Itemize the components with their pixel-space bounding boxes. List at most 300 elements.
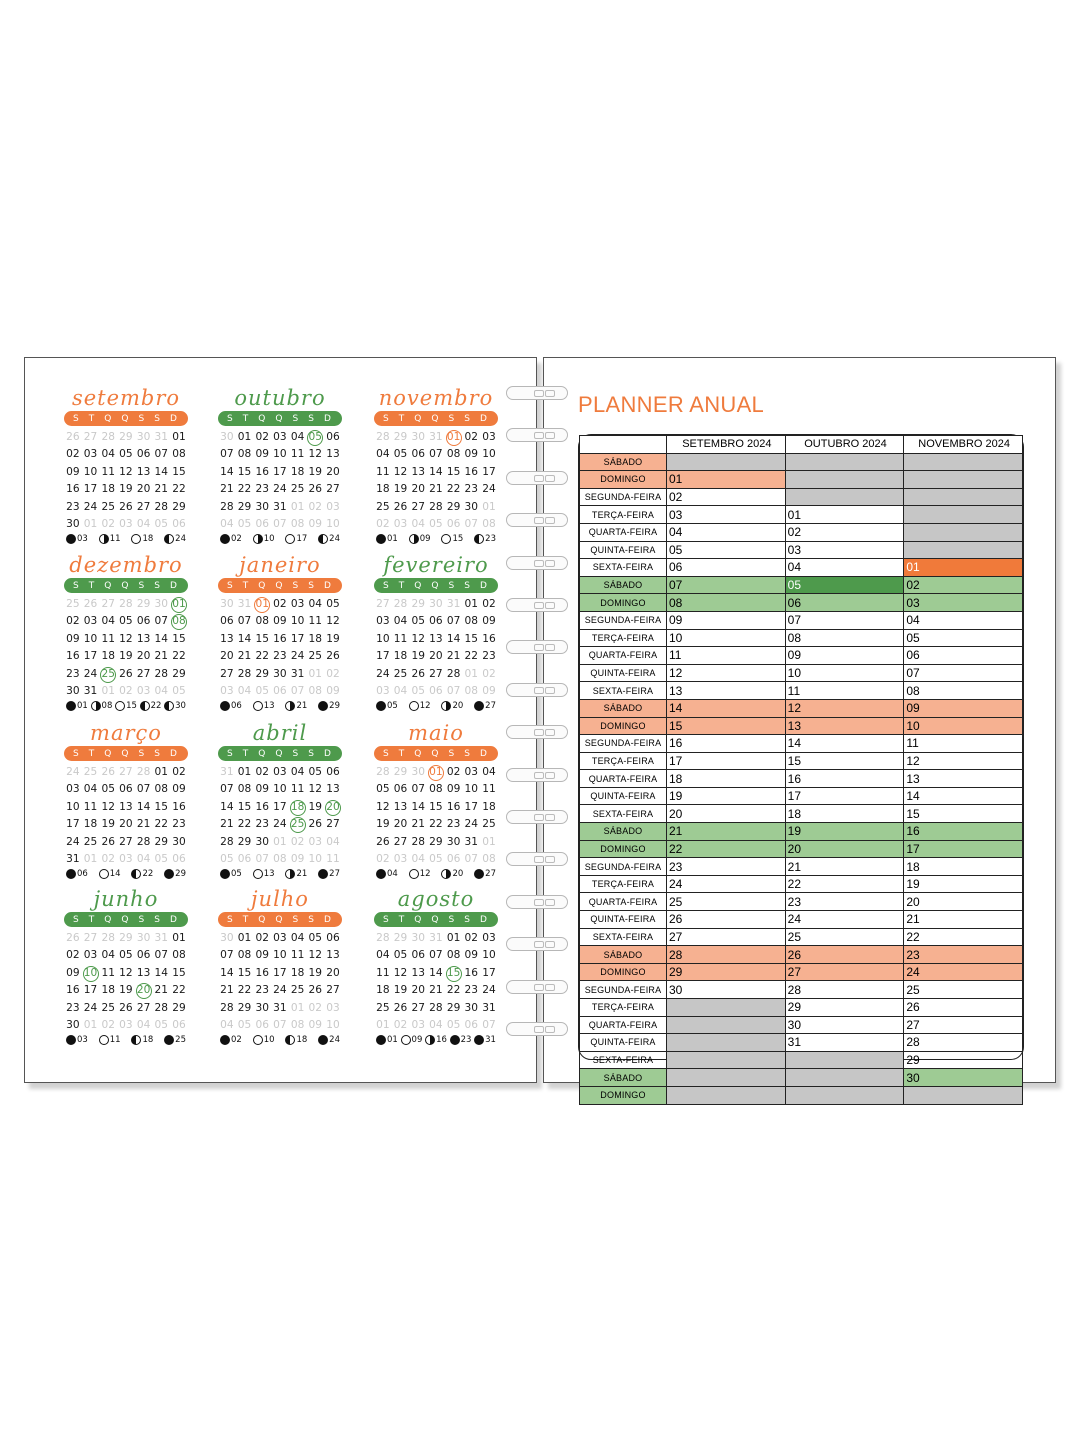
- moon-full-icon: [220, 1035, 230, 1045]
- day-cell: 17: [273, 800, 287, 813]
- day-cell: 27: [136, 500, 151, 513]
- weekday-label: SEXTA-FEIRA: [580, 805, 667, 823]
- moon-phase-item: [164, 1035, 186, 1045]
- day-cell: 30: [446, 835, 461, 848]
- weekday-header-bar: [374, 411, 498, 426]
- day-cell: 24: [290, 650, 305, 663]
- day-cell: 05: [306, 429, 324, 446]
- weekday-letter: D: [480, 748, 489, 759]
- day-cell: 02: [255, 932, 269, 944]
- weekday-header-bar: [64, 411, 188, 426]
- moon-phase-item: [220, 1035, 242, 1045]
- day-cell: 22: [255, 650, 269, 663]
- day-cell: 28: [237, 667, 252, 680]
- month-julho: [218, 887, 342, 1045]
- day-cell-outside: 06: [237, 852, 252, 865]
- day-cell: 26: [393, 500, 408, 513]
- weekday-letter: T: [88, 413, 97, 424]
- day-grid: [64, 930, 188, 1034]
- moon-phase-item: [99, 1035, 121, 1045]
- day-cell: 10: [273, 949, 287, 962]
- weekday-letter: S: [448, 580, 457, 591]
- moon-new-icon: [115, 701, 125, 711]
- day-cell: 23: [255, 818, 269, 831]
- weekday-letter: S: [448, 914, 457, 925]
- day-cell: 07: [429, 448, 443, 461]
- day-cell: 11: [393, 632, 408, 645]
- day-cell: 26: [376, 835, 390, 848]
- day-cell: 16: [464, 465, 479, 478]
- day-cell: 03: [273, 932, 287, 944]
- day-cell: 11: [376, 966, 390, 979]
- date-cell: 21: [904, 911, 1023, 929]
- moon-first-icon: [441, 869, 451, 879]
- day-cell: 24: [83, 1001, 98, 1014]
- month-agosto: [374, 887, 498, 1045]
- day-cell: 09: [66, 632, 80, 645]
- day-cell: 25: [376, 1001, 390, 1014]
- day-cell-outside: 05: [154, 852, 169, 865]
- day-cell-outside: 02: [376, 517, 390, 530]
- moon-phase-item: [91, 701, 113, 711]
- day-cell: 01: [445, 429, 463, 446]
- weekday-label: DOMINGO: [580, 963, 667, 981]
- day-cell: 31: [66, 852, 80, 865]
- day-cell: 31: [83, 684, 98, 697]
- weekday-letter: Q: [121, 413, 131, 424]
- moon-phase-item: [441, 869, 463, 879]
- weekday-label: SÁBADO: [580, 1069, 667, 1087]
- day-cell: 03: [83, 615, 98, 628]
- planner-header-blank: [580, 436, 667, 454]
- day-cell-outside: 05: [220, 852, 234, 865]
- day-cell: 05: [411, 615, 425, 628]
- moon-phases: [64, 534, 188, 544]
- day-cell: 07: [154, 615, 169, 628]
- moon-phase-item: [66, 701, 88, 711]
- day-cell: 28: [411, 835, 425, 848]
- moon-phases: [374, 701, 498, 711]
- moon-phases: [218, 534, 342, 544]
- date-cell: 20: [667, 805, 786, 823]
- date-cell: 19: [667, 787, 786, 805]
- day-cell-outside: 02: [119, 684, 133, 697]
- day-cell: 18: [289, 799, 307, 816]
- day-cell: 25: [290, 483, 305, 496]
- weekday-letter: S: [308, 748, 317, 759]
- moon-phase-item: [474, 701, 496, 711]
- day-cell-outside: 04: [136, 1018, 151, 1031]
- planner-table: [579, 435, 1023, 1105]
- weekday-label: DOMINGO: [580, 840, 667, 858]
- weekday-letter: Q: [414, 580, 424, 591]
- day-cell-outside: 31: [429, 431, 443, 443]
- weekday-label: DOMINGO: [580, 1086, 667, 1104]
- date-cell: 21: [785, 858, 904, 876]
- day-cell: 06: [136, 615, 151, 628]
- planner-row: [580, 523, 1023, 541]
- moon-phase-date: 27: [329, 869, 340, 880]
- weekday-letter: S: [154, 580, 163, 591]
- moon-phase-date: 01: [77, 701, 88, 712]
- day-cell: 10: [273, 783, 287, 796]
- spiral-ring: [506, 640, 568, 654]
- day-cell-outside: 29: [411, 598, 425, 610]
- day-cell: 27: [393, 835, 408, 848]
- day-cell: 27: [326, 984, 340, 997]
- day-cell-outside: 30: [411, 932, 425, 944]
- moon-phase-date: 27: [485, 869, 496, 880]
- moon-full-icon: [220, 534, 230, 544]
- moon-phase-date: 01: [387, 1035, 398, 1046]
- day-cell: 31: [273, 1001, 287, 1014]
- month-name: agosto: [397, 887, 475, 911]
- day-cell: 01: [170, 596, 188, 613]
- day-cell: 29: [237, 1001, 252, 1014]
- day-cell-outside: 01: [482, 835, 496, 848]
- weekday-letter: S: [464, 748, 473, 759]
- day-cell: 27: [326, 483, 340, 496]
- planner-row: [580, 963, 1023, 981]
- weekday-letter: D: [480, 413, 489, 424]
- day-cell-outside: 08: [273, 852, 287, 865]
- moon-phase-date: 24: [175, 534, 186, 545]
- weekday-letter: D: [170, 914, 179, 925]
- day-cell: 11: [482, 783, 496, 796]
- date-cell: 11: [785, 682, 904, 700]
- day-cell-outside: 03: [119, 517, 133, 530]
- moon-phase-item: [441, 701, 463, 711]
- month-fevereiro: [374, 553, 498, 711]
- day-cell: 21: [237, 650, 252, 663]
- moon-full-icon: [318, 869, 328, 879]
- moon-phase-date: 10: [263, 1035, 275, 1046]
- day-cell-outside: 30: [411, 431, 425, 443]
- day-grid: [64, 429, 188, 533]
- moon-phase-date: 22: [142, 869, 154, 880]
- weekday-letter: Q: [431, 748, 441, 759]
- weekday-letter: S: [73, 914, 81, 925]
- day-cell-outside: 08: [290, 517, 305, 530]
- day-cell: 06: [326, 766, 340, 778]
- day-cell: 21: [136, 818, 151, 831]
- planner-row: [580, 875, 1023, 893]
- moon-phase-item: [318, 701, 340, 711]
- moon-phase-item: [253, 534, 275, 544]
- planner-row: [580, 999, 1023, 1017]
- day-cell: 01: [172, 431, 186, 443]
- day-cell: 12: [376, 800, 390, 813]
- day-cell: 22: [446, 483, 461, 496]
- planner-row: [580, 752, 1023, 770]
- moon-phase-item: [285, 534, 307, 544]
- day-cell-outside: 26: [83, 598, 98, 610]
- date-cell: 28: [785, 981, 904, 999]
- moon-phase-date: 03: [77, 534, 88, 545]
- day-cell: 04: [83, 783, 98, 796]
- empty-day-cell: [667, 453, 786, 471]
- weekday-letter: S: [292, 748, 301, 759]
- day-cell: 02: [66, 615, 80, 628]
- day-cell: 08: [237, 448, 252, 461]
- moon-phase-item: [409, 701, 431, 711]
- day-cell-outside: 06: [172, 517, 186, 530]
- weekday-header-bar: [218, 578, 342, 593]
- day-cell-outside: 06: [429, 684, 443, 697]
- weekday-letter: T: [242, 748, 251, 759]
- day-cell: 06: [326, 431, 340, 443]
- moon-phase-date: 11: [109, 1035, 121, 1046]
- day-cell: 30: [255, 835, 269, 848]
- day-cell-outside: 02: [376, 852, 390, 865]
- day-cell: 01: [464, 598, 479, 610]
- weekday-letter: T: [242, 580, 251, 591]
- moon-phases: [64, 869, 188, 879]
- day-cell: 16: [464, 966, 479, 979]
- planner-row: [580, 1034, 1023, 1052]
- day-cell-outside: 03: [119, 852, 133, 865]
- day-cell: 31: [290, 667, 305, 680]
- day-cell-outside: 02: [393, 1018, 408, 1031]
- date-cell: 29: [785, 999, 904, 1017]
- moon-phase-item: [164, 701, 186, 711]
- day-cell: 02: [482, 598, 496, 610]
- day-cell: 23: [66, 667, 80, 680]
- moon-full-icon: [66, 534, 76, 544]
- day-cell-outside: 02: [101, 1018, 115, 1031]
- date-cell: 19: [785, 823, 904, 841]
- date-cell: 18: [904, 858, 1023, 876]
- day-cell-outside: 29: [119, 431, 133, 443]
- day-cell: 09: [464, 448, 479, 461]
- moon-full-icon: [376, 701, 386, 711]
- weekday-label: QUARTA-FEIRA: [580, 893, 667, 911]
- day-cell: 09: [446, 783, 461, 796]
- day-cell: 12: [119, 632, 133, 645]
- moon-phase-date: 20: [452, 869, 464, 880]
- date-cell: 30: [785, 1016, 904, 1034]
- day-cell: 12: [326, 615, 340, 628]
- day-cell-outside: 05: [429, 852, 443, 865]
- day-cell: 02: [66, 448, 80, 461]
- planner-row: [580, 787, 1023, 805]
- day-cell: 01: [237, 766, 252, 778]
- planner-row: [580, 770, 1023, 788]
- planner-header-november: NOVEMBRO 2024: [904, 436, 1023, 454]
- date-cell: 29: [904, 1051, 1023, 1069]
- day-cell: 23: [464, 483, 479, 496]
- day-cell: 02: [464, 431, 479, 443]
- weekday-letter: Q: [258, 580, 268, 591]
- moon-full-icon: [376, 534, 386, 544]
- day-cell: 11: [101, 966, 115, 979]
- day-cell-outside: 30: [136, 932, 151, 944]
- day-cell: 20: [119, 818, 133, 831]
- moon-phase-date: 14: [109, 869, 121, 880]
- day-cell: 18: [83, 818, 98, 831]
- day-cell: 21: [220, 984, 234, 997]
- day-cell: 30: [66, 517, 80, 530]
- moon-new-icon: [285, 534, 295, 544]
- planner-row: [580, 647, 1023, 665]
- spiral-ring: [506, 725, 568, 739]
- weekday-letter: D: [324, 413, 333, 424]
- date-cell: 08: [667, 594, 786, 612]
- moon-phase-item: [441, 534, 463, 544]
- planner-row: [580, 541, 1023, 559]
- weekday-label: TERÇA-FEIRA: [580, 875, 667, 893]
- weekday-letter: Q: [414, 748, 424, 759]
- date-cell: 07: [667, 576, 786, 594]
- weekday-header-bar: [374, 746, 498, 761]
- weekday-letter: Q: [431, 413, 441, 424]
- date-cell: 09: [667, 611, 786, 629]
- day-cell: 29: [172, 1001, 186, 1014]
- moon-full-icon: [376, 1035, 386, 1045]
- day-cell: 18: [101, 984, 115, 997]
- weekday-letter: S: [73, 580, 81, 591]
- weekday-letter: Q: [414, 413, 424, 424]
- day-cell: 10: [83, 632, 98, 645]
- moon-phase-date: 22: [150, 701, 162, 712]
- month-name: maio: [408, 721, 464, 745]
- moon-new-icon: [409, 701, 419, 711]
- day-cell: 04: [101, 615, 115, 628]
- month-name: dezembro: [69, 553, 183, 577]
- day-cell: 02: [446, 766, 461, 778]
- month-novembro: [374, 386, 498, 544]
- month-name: abril: [252, 721, 308, 745]
- spiral-ring: [506, 471, 568, 485]
- day-cell: 05: [101, 783, 115, 796]
- day-cell-outside: 05: [237, 517, 252, 530]
- date-cell: 31: [785, 1034, 904, 1052]
- day-cell-outside: 03: [326, 1001, 340, 1014]
- day-cell: 23: [464, 984, 479, 997]
- day-cell: 05: [393, 448, 408, 461]
- moon-phase-date: 18: [296, 1035, 308, 1046]
- day-cell: 28: [429, 1001, 443, 1014]
- month-junho: [64, 887, 188, 1045]
- date-cell: 13: [904, 770, 1023, 788]
- moon-phases: [218, 1035, 342, 1045]
- weekday-label: QUARTA-FEIRA: [580, 770, 667, 788]
- day-cell: 02: [273, 598, 287, 610]
- day-cell-outside: 27: [376, 598, 390, 610]
- weekday-letter: T: [398, 914, 407, 925]
- day-cell-outside: 08: [290, 1018, 305, 1031]
- day-cell: 27: [119, 835, 133, 848]
- moon-first-icon: [285, 701, 295, 711]
- day-cell: 30: [255, 1001, 269, 1014]
- weekday-letter: D: [480, 580, 489, 591]
- day-cell-outside: 30: [220, 431, 234, 443]
- moon-full-icon: [220, 869, 230, 879]
- moon-phase-item: [99, 869, 121, 879]
- day-cell: 20: [429, 650, 443, 663]
- day-cell: 16: [273, 632, 287, 645]
- day-cell: 29: [255, 667, 269, 680]
- weekday-label: QUARTA-FEIRA: [580, 1016, 667, 1034]
- day-cell-outside: 26: [101, 766, 115, 778]
- weekday-letter: T: [88, 914, 97, 925]
- date-cell: 21: [667, 823, 786, 841]
- moon-phase-date: 27: [485, 701, 496, 712]
- day-cell: 19: [119, 483, 133, 496]
- day-cell: 13: [411, 465, 425, 478]
- day-cell: 22: [464, 650, 479, 663]
- day-cell: 19: [393, 483, 408, 496]
- moon-phase-item: [115, 701, 137, 711]
- day-cell: 08: [172, 448, 186, 461]
- empty-day-cell: [785, 488, 904, 506]
- day-cell: 11: [101, 632, 115, 645]
- day-cell: 01: [172, 932, 186, 944]
- month-name: janeiro: [239, 553, 321, 577]
- day-cell-outside: 02: [101, 852, 115, 865]
- spiral-ring: [506, 598, 568, 612]
- planner-row: [580, 471, 1023, 489]
- day-cell: 30: [66, 684, 80, 697]
- day-cell: 10: [82, 965, 100, 982]
- weekday-label: SÁBADO: [580, 823, 667, 841]
- day-cell: 16: [66, 483, 80, 496]
- day-cell-outside: 06: [464, 1018, 479, 1031]
- day-cell: 24: [66, 835, 80, 848]
- date-cell: 27: [785, 963, 904, 981]
- day-cell: 15: [154, 800, 169, 813]
- day-cell: 08: [172, 949, 186, 962]
- date-cell: 25: [785, 928, 904, 946]
- day-cell: 21: [154, 483, 169, 496]
- day-cell-outside: 27: [83, 932, 98, 944]
- day-cell: 27: [429, 667, 443, 680]
- weekday-label: SEXTA-FEIRA: [580, 682, 667, 700]
- spiral-ring: [506, 810, 568, 824]
- day-cell: 18: [290, 465, 305, 478]
- day-cell-outside: 03: [393, 852, 408, 865]
- day-cell: 14: [220, 465, 234, 478]
- day-cell-outside: 28: [376, 932, 390, 944]
- day-cell: 04: [101, 949, 115, 962]
- date-cell: 25: [667, 893, 786, 911]
- moon-phase-item: [253, 869, 275, 879]
- day-cell: 18: [376, 483, 390, 496]
- date-cell: 11: [904, 735, 1023, 753]
- day-cell: 04: [308, 598, 323, 610]
- date-cell: 01: [785, 506, 904, 524]
- day-cell: 07: [237, 615, 252, 628]
- day-cell: 14: [429, 465, 443, 478]
- day-cell: 10: [273, 448, 287, 461]
- day-cell: 09: [464, 949, 479, 962]
- day-cell: 15: [237, 966, 252, 979]
- day-cell-outside: 28: [101, 932, 115, 944]
- weekday-letter: T: [88, 748, 97, 759]
- moon-phase-date: 12: [419, 701, 431, 712]
- day-cell: 21: [446, 650, 461, 663]
- day-cell-outside: 06: [172, 1018, 186, 1031]
- weekday-label: TERÇA-FEIRA: [580, 999, 667, 1017]
- moon-phase-item: [131, 869, 153, 879]
- day-cell: 04: [290, 932, 305, 944]
- day-cell-outside: 25: [83, 766, 98, 778]
- spiral-ring: [506, 895, 568, 909]
- day-cell-outside: 01: [290, 500, 305, 513]
- day-cell: 28: [220, 835, 234, 848]
- weekday-letter: Q: [275, 580, 285, 591]
- day-cell: 21: [154, 650, 169, 663]
